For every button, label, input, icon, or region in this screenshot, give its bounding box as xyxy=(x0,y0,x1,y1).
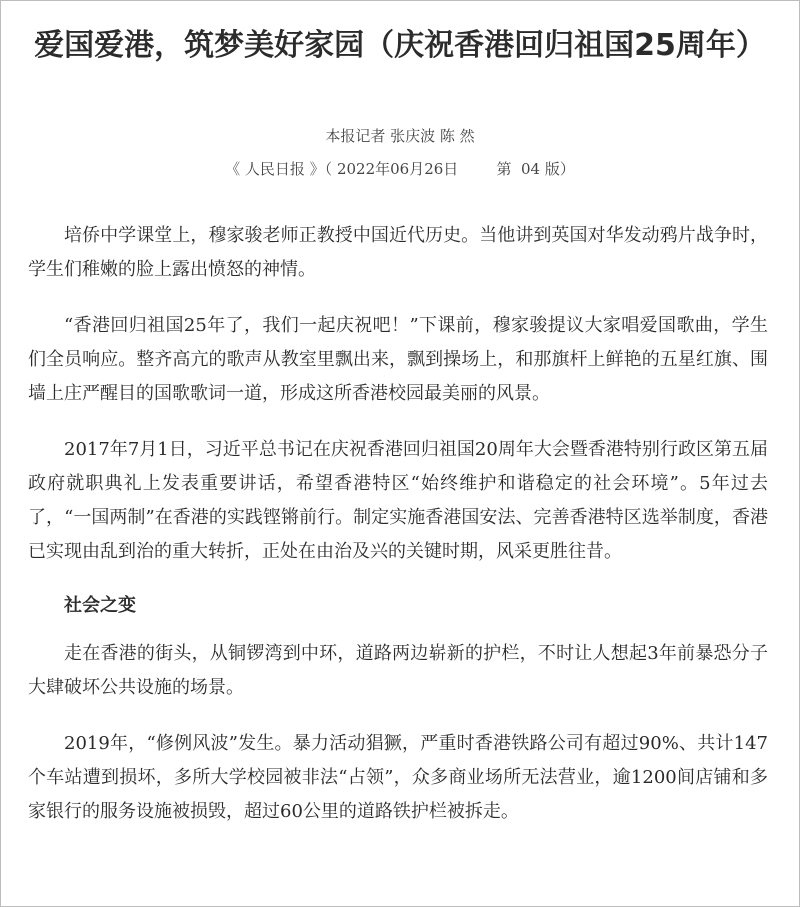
section-heading: 社会之变 xyxy=(64,595,136,616)
paragraph: 2019年，“修例风波”发生。暴力活动猖獗，严重时香港铁路公司有超过90%、共计147个车站遭到损坏，多所大学校园被非法“占领”，众多商业场所无法营业，逾1200间店铺和多家银行的服务设施被损毁，超过60公里的道路铁护栏被拆走。 xyxy=(28,733,768,822)
paragraph: “香港回归祖国25年了，我们一起庆祝吧！”下课前，穆家骏提议大家唱爱国歌曲，学生们全员响应。整齐高亢的歌声从教室里飘出来，飘到操场上，和那旗杆上鲜艳的五星红旗、围墙上庄严醒目的国歌歌词一道，形成这所香港校园最美丽的风景。 xyxy=(28,315,768,404)
article-source xyxy=(0,157,800,181)
article-title: 爱国爱港，筑梦美好家园（庆祝香港回归祖国25周年） xyxy=(34,28,766,63)
paragraph: 培侨中学课堂上，穆家骏老师正教授中国近代历史。当他讲到英国对华发动鸦片战争时，学生们稚嫩的脸上露出愤怒的神情。 xyxy=(28,225,768,280)
article-body xyxy=(28,219,768,851)
source-page: 第 04 版） xyxy=(496,160,575,178)
article-byline: 本报记者 张庆波 陈 然 xyxy=(325,127,475,145)
source-publication: 《 人民日报 》 xyxy=(225,160,325,178)
paragraph: 走在香港的街头，从铜锣湾到中环，道路两边崭新的护栏，不时让人想起3年前暴恐分子大肆破坏公共设施的场景。 xyxy=(28,643,768,698)
source-date: （ 2022年06月26日 xyxy=(324,160,459,178)
paragraph: 2017年7月1日，习近平总书记在庆祝香港回归祖国20周年大会暨香港特别行政区第五届政府就职典礼上发表重要讲话，希望香港特区“始终维护和谐稳定的社会环境”。5年过去了，“一国两制”在香港的实践铿锵前行。制定实施香港国安法、完善香港特区选举制度，香港已实现由乱到治的重大转折，正处在由治及兴的关键时期，风采更胜往昔。 xyxy=(28,439,768,562)
